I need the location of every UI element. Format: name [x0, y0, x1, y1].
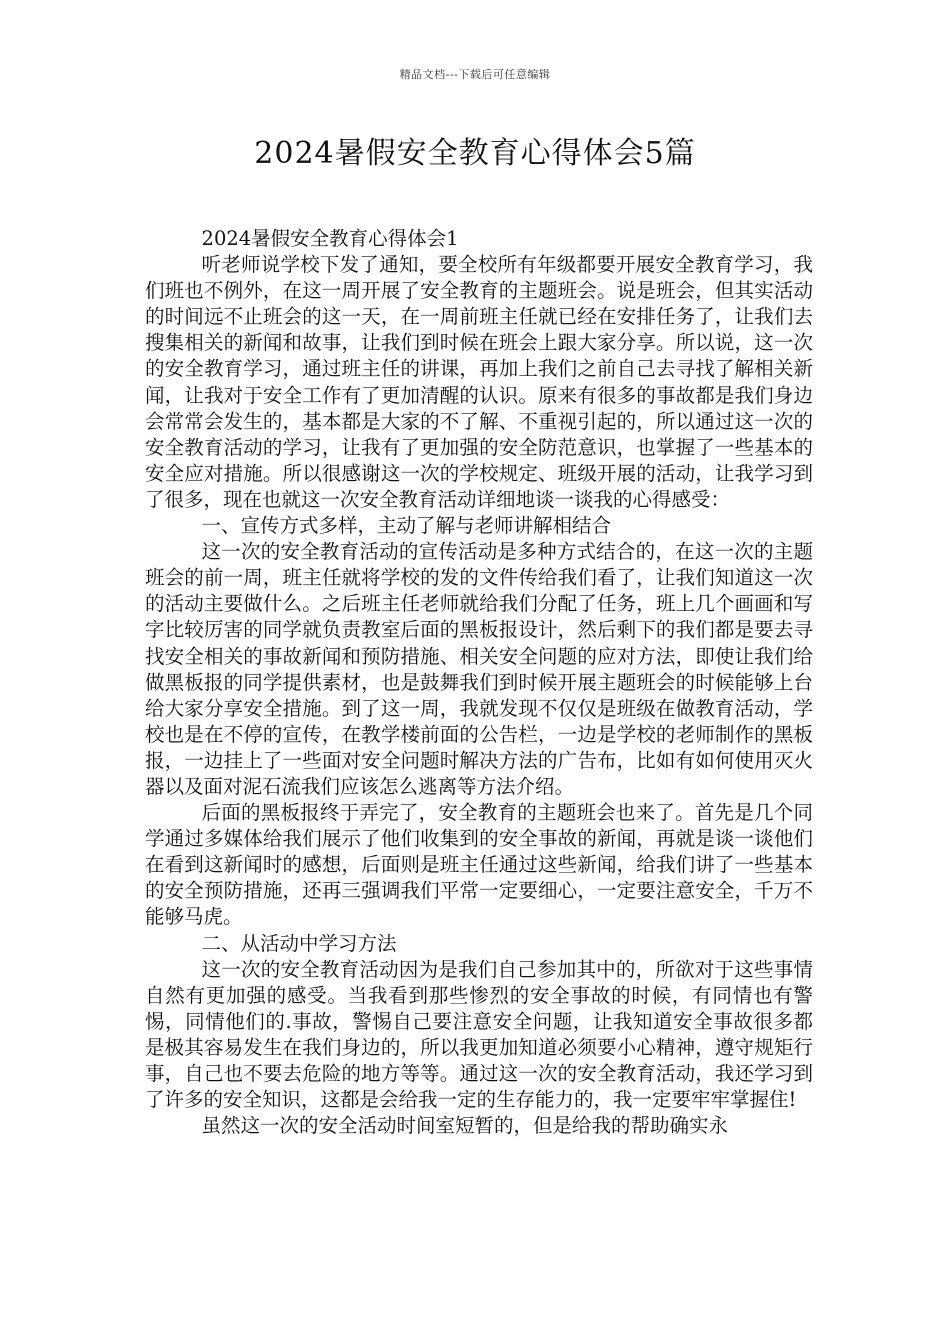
- paragraph: 虽然这一次的安全活动时间室短暂的，但是给我的帮助确实永: [201, 1114, 729, 1138]
- section-heading: 一、宣传方式多样，主动了解与老师讲解相结合: [201, 514, 612, 538]
- section-subtitle: 2024暑假安全教育心得体会1: [201, 227, 459, 250]
- paragraph: 后面的黑板报终于弄完了，安全教育的主题班会也来了。首先是几个同学通过多媒体给我们展示了他们收集到的安全事故的新闻，再就是谈一谈他们在看到这新闻时的感想，后面则是班主任通过这些新闻，给我们讲了一些基本的安全预防措施，还再三强调我们平常一定要细心，一定要注意安全，千万不能够马虎。: [145, 801, 813, 929]
- paragraph: 这一次的安全教育活动因为是我们自己参加其中的，所欲对于这些事情自然有更加强的感受。当我看到那些惨烈的安全事故的时候，有同情也有警惕，同情他们的.事故，警惕自己要注意安全问题，让我知道安全事故很多都是极其容易发生在我们身边的，所以我更加知道必须要小心精神，遵守规矩行事，自己也不要去危险的地方等等。通过这一次的安全教育活动，我还学习到了许多的安全知识，这都是会给我一定的生存能力的，我一定要牢牢掌握住!: [145, 957, 813, 1112]
- document-body: [145, 226, 813, 1139]
- header-note: 精品文档---下载后可任意编辑: [399, 68, 551, 81]
- document-title: 2024暑假安全教育心得体会5篇: [254, 136, 696, 171]
- paragraph: 这一次的安全教育活动的宣传活动是多种方式结合的，在这一次的主题班会的前一周，班主任就将学校的发的文件传给我们看了，让我们知道这一次的活动主要做什么。之后班主任老师就给我们分配了任务，班上几个画画和写字比较厉害的同学就负责教室后面的黑板报设计，然后剩下的我们都是要去寻找安全相关的事故新闻和预防措施、相关安全问题的应对方法，即使让我们给做黑板报的同学提供素材，也是鼓舞我们到时候开展主题班会的时候能够上台给大家分享安全措施。到了这一周，我就发现不仅仅是班级在做教育活动，学校也是在不停的宣传，在教学楼前面的公告栏，一边是学校的老师制作的黑板报，一边挂上了一些面对安全问题时解决方法的广告布，比如有如何使用灭火器以及面对泥石流我们应该怎么逃离等方法介绍。: [145, 540, 813, 798]
- paragraph: 听老师说学校下发了通知，要全校所有年级都要开展安全教育学习，我们班也不例外，在这一周开展了安全教育的主题班会。说是班会，但其实活动的时间远不止班会的这一天，在一周前班主任就已经在安排任务了，让我们去搜集相关的新闻和故事，让我们到时候在班会上跟大家分享。所以说，这一次的安全教育学习，通过班主任的讲课，再加上我们之前自己去寻找了解相关新闻，让我对于安全工作有了更加清醒的认识。原来有很多的事故都是我们身边会常常会发生的，基本都是大家的不了解、不重视引起的，所以通过这一次的安全教育活动的学习，让我有了更加强的安全防范意识，也掌握了一些基本的安全应对措施。所以很感谢这一次的学校规定、班级开展的活动，让我学习到了很多，现在也就这一次安全教育活动详细地谈一谈我的心得感受：: [145, 253, 813, 511]
- section-heading: 二、从活动中学习方法: [201, 931, 397, 955]
